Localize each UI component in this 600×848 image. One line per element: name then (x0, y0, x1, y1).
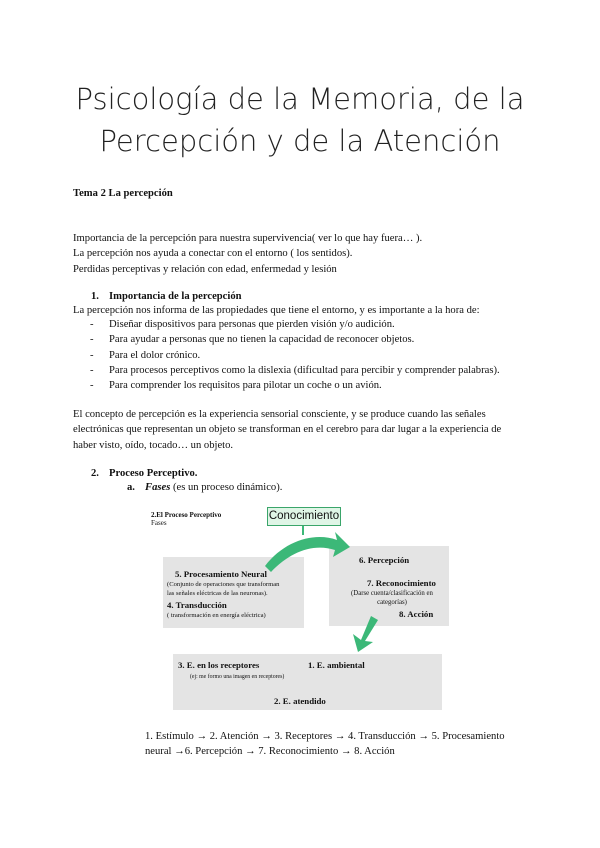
percepcion-label: 6. Percepción (359, 555, 410, 565)
section-1-lead: La percepción nos informa de las propiedades que tiene el entorno, y es importante a la hora de: (73, 305, 480, 316)
ambiental-label: 1. E. ambiental (308, 660, 365, 670)
list-item-text: Diseñar dispositivos para personas que pierden visión y/o audición. (109, 319, 395, 330)
summary-line: 1. Estímulo → 2. Atención → 3. Receptores → 4. Transducción → 5. Procesamiento (145, 731, 505, 742)
subsection-line (145, 480, 282, 495)
list-item-text: Para el dolor crónico. (109, 349, 201, 361)
section-2-number: 2. (91, 468, 99, 479)
receptores-label: 3. E. en los receptores (178, 660, 260, 670)
page-title (0, 78, 600, 162)
summary-line: neural →6. Percepción → 7. Reconocimiento → 8. Acción (145, 746, 395, 758)
procesamiento-desc: las señales eléctricas de las neuronas). (167, 590, 268, 597)
paragraph-line: El concepto de percepción es la experiencia sensorial consciente, y se produce cuando las señales (73, 409, 486, 420)
section-1-number: 1. (91, 291, 99, 302)
receptores-desc: (ej: me formo una imagen en receptores) (190, 674, 285, 680)
reconocimiento-label: 7. Reconocimiento (367, 578, 436, 588)
section-1-heading: Importancia de la percepción (109, 291, 242, 302)
upper-arrow (265, 532, 350, 572)
bullet-list (90, 317, 500, 393)
reconocimiento-desc: (Darse cuenta/clasificación en (351, 590, 433, 597)
list-item (90, 348, 500, 363)
topic-heading: Tema 2 La percepción (73, 188, 173, 199)
list-item (90, 378, 500, 393)
intro-block (73, 231, 422, 277)
list-item-text: Para ayudar a personas que no tienen la capacidad de reconocer objetos. (109, 334, 415, 346)
diagram-subtitle: Fases (151, 519, 167, 527)
section-2-heading: Proceso Perceptivo. (109, 468, 198, 479)
accion-label: 8. Acción (399, 609, 434, 619)
transduccion-desc: ( transformación en energía eléctrica) (167, 612, 266, 619)
conocimiento-label: Conocimiento (267, 507, 341, 526)
summary-block (145, 729, 505, 760)
bullet-dash: - (90, 349, 94, 361)
subsection-letter: a. (127, 482, 135, 493)
lower-arrow (353, 616, 378, 652)
list-item (90, 363, 500, 378)
transduccion-label: 4. Transducción (167, 600, 227, 610)
bullet-dash: - (90, 364, 94, 376)
procesamiento-desc: (Conjunto de operaciones que transforman (167, 581, 280, 588)
title-line-1: Psicología de la Memoria, de la (75, 82, 525, 116)
subsection-rest: (es un proceso dinámico). (170, 482, 283, 493)
procesamiento-label: 5. Procesamiento Neural (175, 569, 267, 579)
paragraph-line: electrónicas que representan un objeto se transforman en el cerebro para dar lugar a la experiencia de (73, 424, 502, 436)
intro-line: La percepción nos ayuda a conectar con el entorno ( los sentidos). (73, 248, 353, 260)
subsection-bold: Fases (145, 482, 171, 493)
list-item-text: Para procesos perceptivos como la dislexia (dificultad para percibir y comprender palabras). (109, 364, 500, 376)
list-item-text: Para comprender los requisitos para pilotar un coche o un avión. (109, 380, 382, 392)
atendido-label: 2. E. atendido (274, 696, 326, 706)
perceptual-process-diagram (145, 502, 452, 715)
concept-paragraph (73, 407, 533, 453)
list-item (90, 332, 500, 347)
title-line-2: Percepción y de la Atención (99, 124, 501, 158)
list-item (90, 317, 500, 332)
reconocimiento-desc: categorías) (377, 599, 407, 606)
bullet-dash: - (90, 334, 94, 346)
paragraph-line: haber visto, oído, tocado… un objeto. (73, 439, 234, 451)
bullet-dash: - (90, 319, 94, 330)
diagram-title: 2.El Proceso Perceptivo (151, 511, 222, 519)
bullet-dash: - (90, 380, 94, 392)
intro-line: Perdidas perceptivas y relación con edad, enfermedad y lesión (73, 263, 337, 275)
intro-line: Importancia de la percepción para nuestra supervivencia( ver lo que hay fuera… ). (73, 233, 423, 244)
